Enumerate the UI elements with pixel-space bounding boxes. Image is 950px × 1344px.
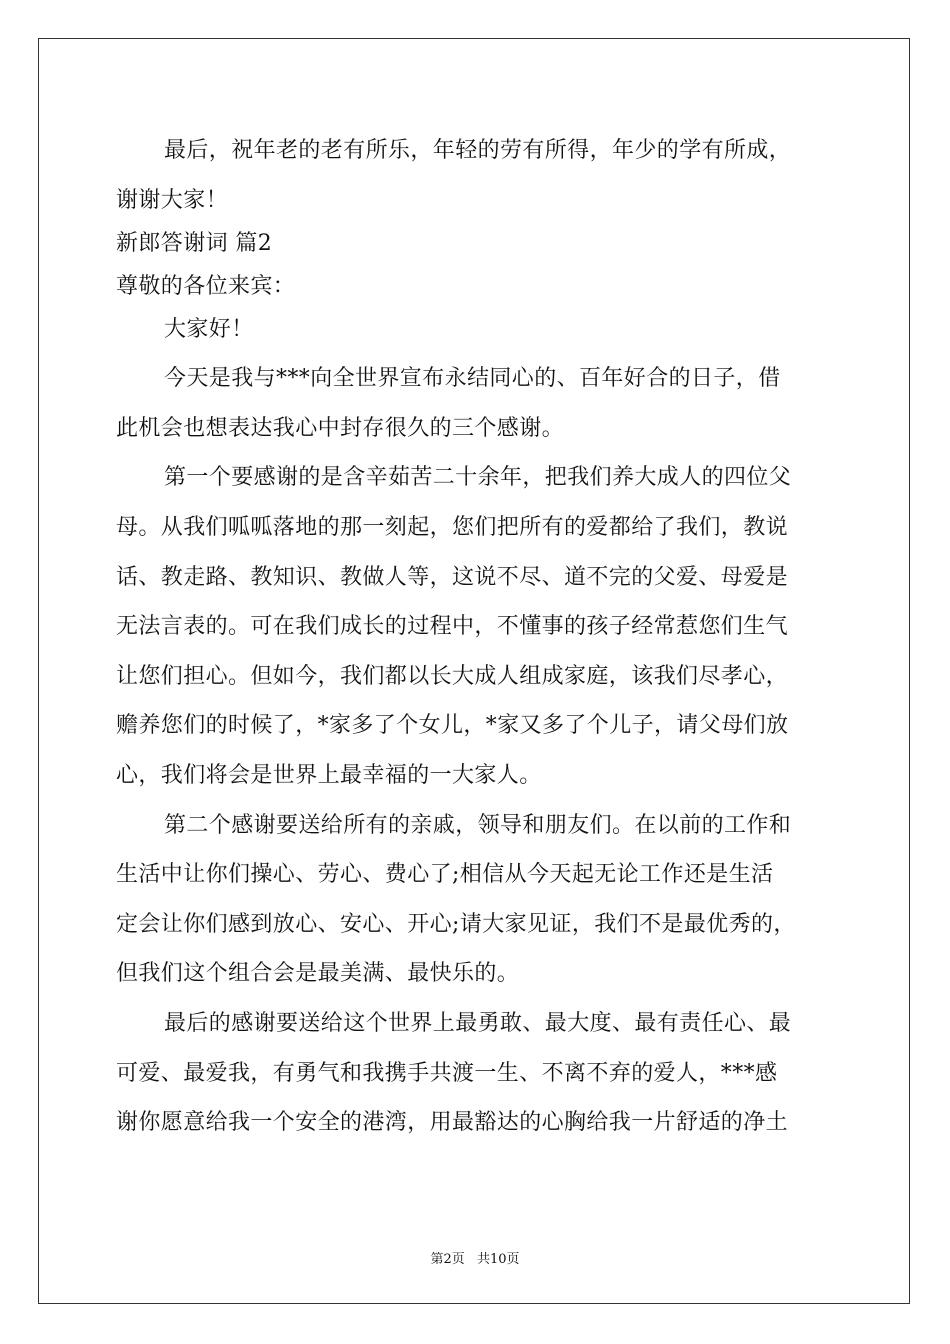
section-heading: 新郎答谢词 篇2	[116, 230, 273, 256]
paragraph-line: 第二个感谢要送给所有的亲戚，领导和朋友们。在以前的工作和	[164, 812, 792, 838]
paragraph-line: 可爱、最爱我，有勇气和我携手共渡一生、不离不弃的爱人，***感	[116, 1060, 778, 1086]
paragraph-line: 心，我们将会是世界上最幸福的一大家人。	[116, 762, 542, 788]
paragraph-line: 赡养您们的时候了，*家多了个女儿，*家又多了个儿子，请父母们放	[116, 713, 789, 739]
paragraph-line: 最后，祝年老的老有所乐，年轻的劳有所得，年少的学有所成，	[164, 138, 792, 163]
paragraph-line: 生活中让你们操心、劳心、费心了;相信从今天起无论工作还是生活	[116, 862, 774, 888]
paragraph-line: 第一个要感谢的是含辛茹苦二十余年，把我们养大成人的四位父	[164, 465, 792, 491]
paragraph-line: 今天是我与***向全世界宣布永结同心的、百年好合的日子，借	[164, 366, 781, 392]
paragraph-line: 此机会也想表达我心中封存很久的三个感谢。	[116, 415, 565, 441]
paragraph-line: 最后的感谢要送给这个世界上最勇敢、最大度、最有责任心、最	[164, 1010, 792, 1036]
page-total: 共10页	[476, 1252, 520, 1267]
greeting: 大家好！	[164, 316, 254, 342]
document-body	[116, 130, 836, 1152]
paragraph-line: 话、教走路、教知识、教做人等，这说不尽、道不完的父爱、母爱是	[116, 564, 789, 590]
paragraph-line: 但我们这个组合会是最美满、最快乐的。	[116, 961, 520, 987]
paragraph-line: 谢你愿意给我一个安全的港湾，用最豁达的心胸给我一片舒适的净土	[116, 1110, 789, 1136]
salutation: 尊敬的各位来宾：	[116, 273, 296, 299]
paragraph-line: 母。从我们呱呱落地的那一刻起，您们把所有的爱都给了我们，教说	[116, 514, 789, 540]
paragraph-line: 让您们担心。但如今，我们都以长大成人组成家庭，该我们尽孝心，	[116, 663, 789, 689]
paragraph-line: 谢谢大家！	[116, 187, 229, 213]
page-number: 第2页	[430, 1252, 465, 1267]
page-footer	[0, 1248, 950, 1267]
paragraph-line: 定会让你们感到放心、安心、开心;请大家见证，我们不是最优秀的，	[116, 911, 796, 937]
paragraph-line: 无法言表的。可在我们成长的过程中，不懂事的孩子经常惹您们生气	[116, 614, 789, 640]
